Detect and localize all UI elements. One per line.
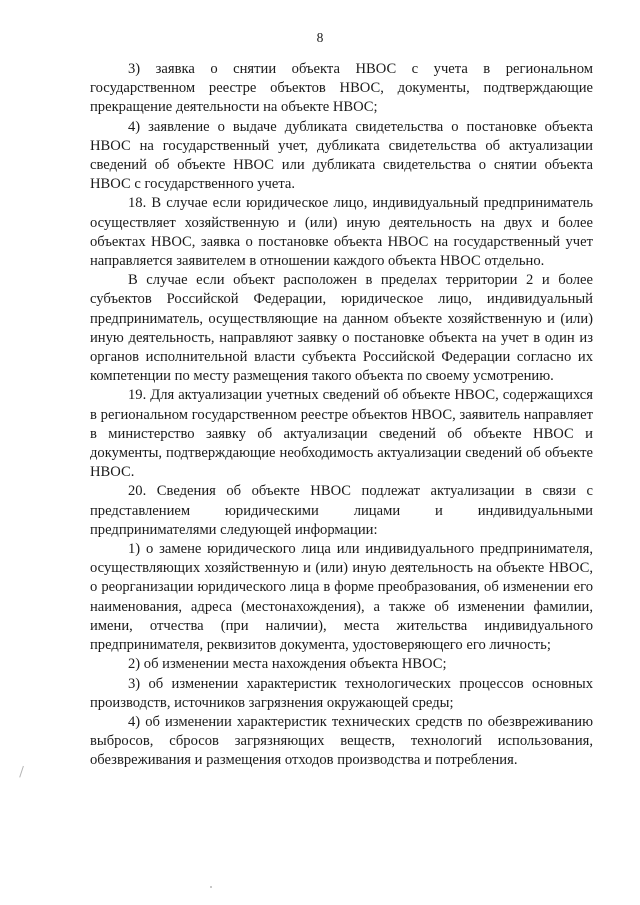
paragraph-clause-18: 18. В случае если юридическое лицо, индивидуальный предприниматель осуществляет хозяйственную и (или) иную деятельность на двух и более объектах НВОС, заявка о постановке объекта НВОС на государственный учет направляется заявителем в отношении каждого объекта НВОС отдельно. — [90, 195, 593, 270]
paragraph-subitem-4-equipment-change: 4) об изменении характеристик технических средств по обезвреживанию выбросов, сбросов загрязняющих веществ, технологий использования, обезвреживания и размещения отходов производства и потребления. — [90, 713, 593, 769]
paragraph-clause-20: 20. Сведения об объекте НВОС подлежат актуализации в связи с представлением юридическими лицами и индивидуальными предпринимателями следующей информации: — [90, 483, 593, 538]
page-number: 8 — [316, 30, 324, 45]
document-body — [90, 60, 593, 771]
paragraph-subitem-3-process-change: 3) об изменении характеристик технологических процессов основных производств, источников загрязнения окружающей среды; — [90, 675, 593, 711]
paragraph-clause-19: 19. Для актуализации учетных сведений об объекте НВОС, содержащихся в региональном государственном реестре объектов НВОС, заявитель направляет в министерство заявку об актуализации сведений об объекте НВОС и документы, подтверждающие необходимость актуализации сведений об объекте НВОС. — [90, 387, 593, 481]
scan-margin-mark — [19, 766, 26, 778]
paragraph-multi-region-object: В случае если объект расположен в пределах территории 2 и более субъектов Российской Федерации, юридическое лицо, индивидуальный предприниматель, осуществляющие на данном объекте хозяйственную и (или) иную деятельность, направляют заявку о постановке объекта на учет в один из органов исполнительной власти субъекта Российской Федерации согласно их компетенции по месту размещения такого объекта по своему усмотрению. — [90, 272, 593, 385]
paragraph-item-3-deregistration-request: 3) заявка о снятии объекта НВОС с учета в региональном государственном реестре объектов НВОС, документы, подтверждающие прекращение деятельности на объекте НВОС; — [90, 61, 593, 116]
paragraph-subitem-1-entity-change: 1) о замене юридического лица или индивидуального предпринимателя, осуществляющих хозяйственную и (или) иную деятельность на объекте НВОС, о реорганизации юридического лица в форме преобразования, об изменении его наименования, адреса (местонахождения), а также об изменении фамилии, имени, отчества (при наличии), места жительства индивидуального предпринимателя, реквизитов документа, удостоверяющего его личность; — [90, 541, 593, 654]
paragraph-subitem-2-location-change: 2) об изменении места нахождения объекта НВОС; — [128, 656, 447, 673]
paragraph-item-4-duplicate-certificate: 4) заявление о выдаче дубликата свидетельства о постановке объекта НВОС на государственный учет, дубликата свидетельства об актуализации сведений об объекте НВОС или дубликата свидетельства о снятии объекта НВОС с государственного учета. — [90, 118, 593, 193]
scan-artifact-dot — [210, 886, 212, 888]
